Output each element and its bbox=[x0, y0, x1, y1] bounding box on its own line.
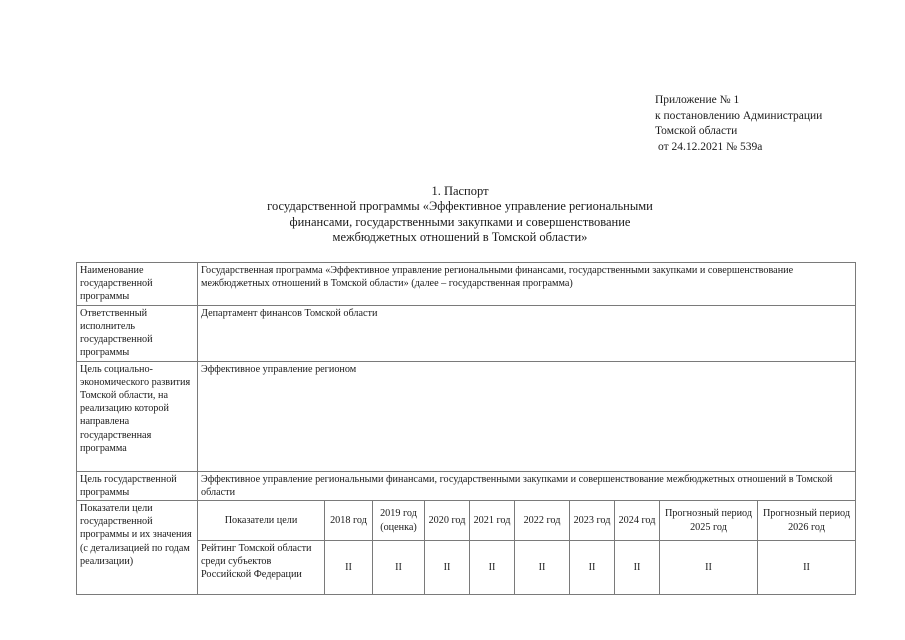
title-line-1: 1. Паспорт bbox=[431, 184, 489, 198]
year-header: 2019 год (оценка) bbox=[373, 501, 425, 541]
indicator-value: II bbox=[325, 541, 373, 595]
year-header: 2021 год bbox=[470, 501, 515, 541]
document-title bbox=[160, 184, 760, 245]
appendix-block bbox=[655, 93, 822, 155]
indicator-name: Рейтинг Томской области среди субъектов Российской Федерации bbox=[198, 541, 325, 595]
table-row bbox=[77, 305, 856, 361]
year-header: Прогнозный период 2026 год bbox=[758, 501, 856, 541]
indicator-value: II bbox=[660, 541, 758, 595]
year-header: 2024 год bbox=[615, 501, 660, 541]
row-value: Государственная программа «Эффективное управление региональными финансами, государственными закупками и совершенствование межбюджетных отношений в Томской области» (далее – государственная программа) bbox=[198, 263, 856, 306]
appendix-date: от 24.12.2021 № 539а bbox=[658, 140, 763, 153]
title-line-3: финансами, государственными закупками и совершенствование bbox=[289, 214, 631, 229]
indicator-value: II bbox=[373, 541, 425, 595]
indicators-name-header: Показатели цели bbox=[198, 501, 325, 541]
indicator-value: II bbox=[515, 541, 570, 595]
year-header: 2018 год bbox=[325, 501, 373, 541]
appendix-number: Приложение № 1 bbox=[655, 94, 740, 106]
indicators-label: Показатели цели государственной программы и их значения (с детализацией по годам реализации) bbox=[77, 501, 198, 595]
year-header: 2023 год bbox=[570, 501, 615, 541]
year-header: 2020 год bbox=[425, 501, 470, 541]
indicator-value: II bbox=[615, 541, 660, 595]
row-label: Ответственный исполнитель государственной программы bbox=[77, 305, 198, 361]
indicator-value: II bbox=[758, 541, 856, 595]
appendix-resolution: к постановлению Администрации bbox=[655, 109, 823, 122]
passport-table bbox=[76, 262, 856, 595]
year-header: 2022 год bbox=[515, 501, 570, 541]
row-label: Цель социально-экономического развития Томской области, на реализацию которой направлена государственная программа bbox=[77, 361, 198, 471]
table-row bbox=[77, 263, 856, 306]
indicators-header-row bbox=[77, 501, 856, 541]
appendix-region: Томской области bbox=[655, 125, 738, 137]
indicator-value: II bbox=[570, 541, 615, 595]
row-value: Эффективное управление регионом bbox=[198, 361, 856, 471]
title-line-4: межбюджетных отношений в Томской области» bbox=[332, 229, 588, 244]
indicator-value: II bbox=[470, 541, 515, 595]
row-label: Цель государственной программы bbox=[77, 471, 198, 500]
title-line-2: государственной программы «Эффективное управление региональными bbox=[267, 199, 653, 214]
indicator-value: II bbox=[425, 541, 470, 595]
row-value: Департамент финансов Томской области bbox=[198, 305, 856, 361]
row-label: Наименование государственной программы bbox=[77, 263, 198, 306]
table-row bbox=[77, 361, 856, 471]
table-row bbox=[77, 471, 856, 500]
row-value: Эффективное управление региональными финансами, государственными закупками и совершенствование межбюджетных отношений в Томской области bbox=[198, 471, 856, 500]
year-header: Прогнозный период 2025 год bbox=[660, 501, 758, 541]
